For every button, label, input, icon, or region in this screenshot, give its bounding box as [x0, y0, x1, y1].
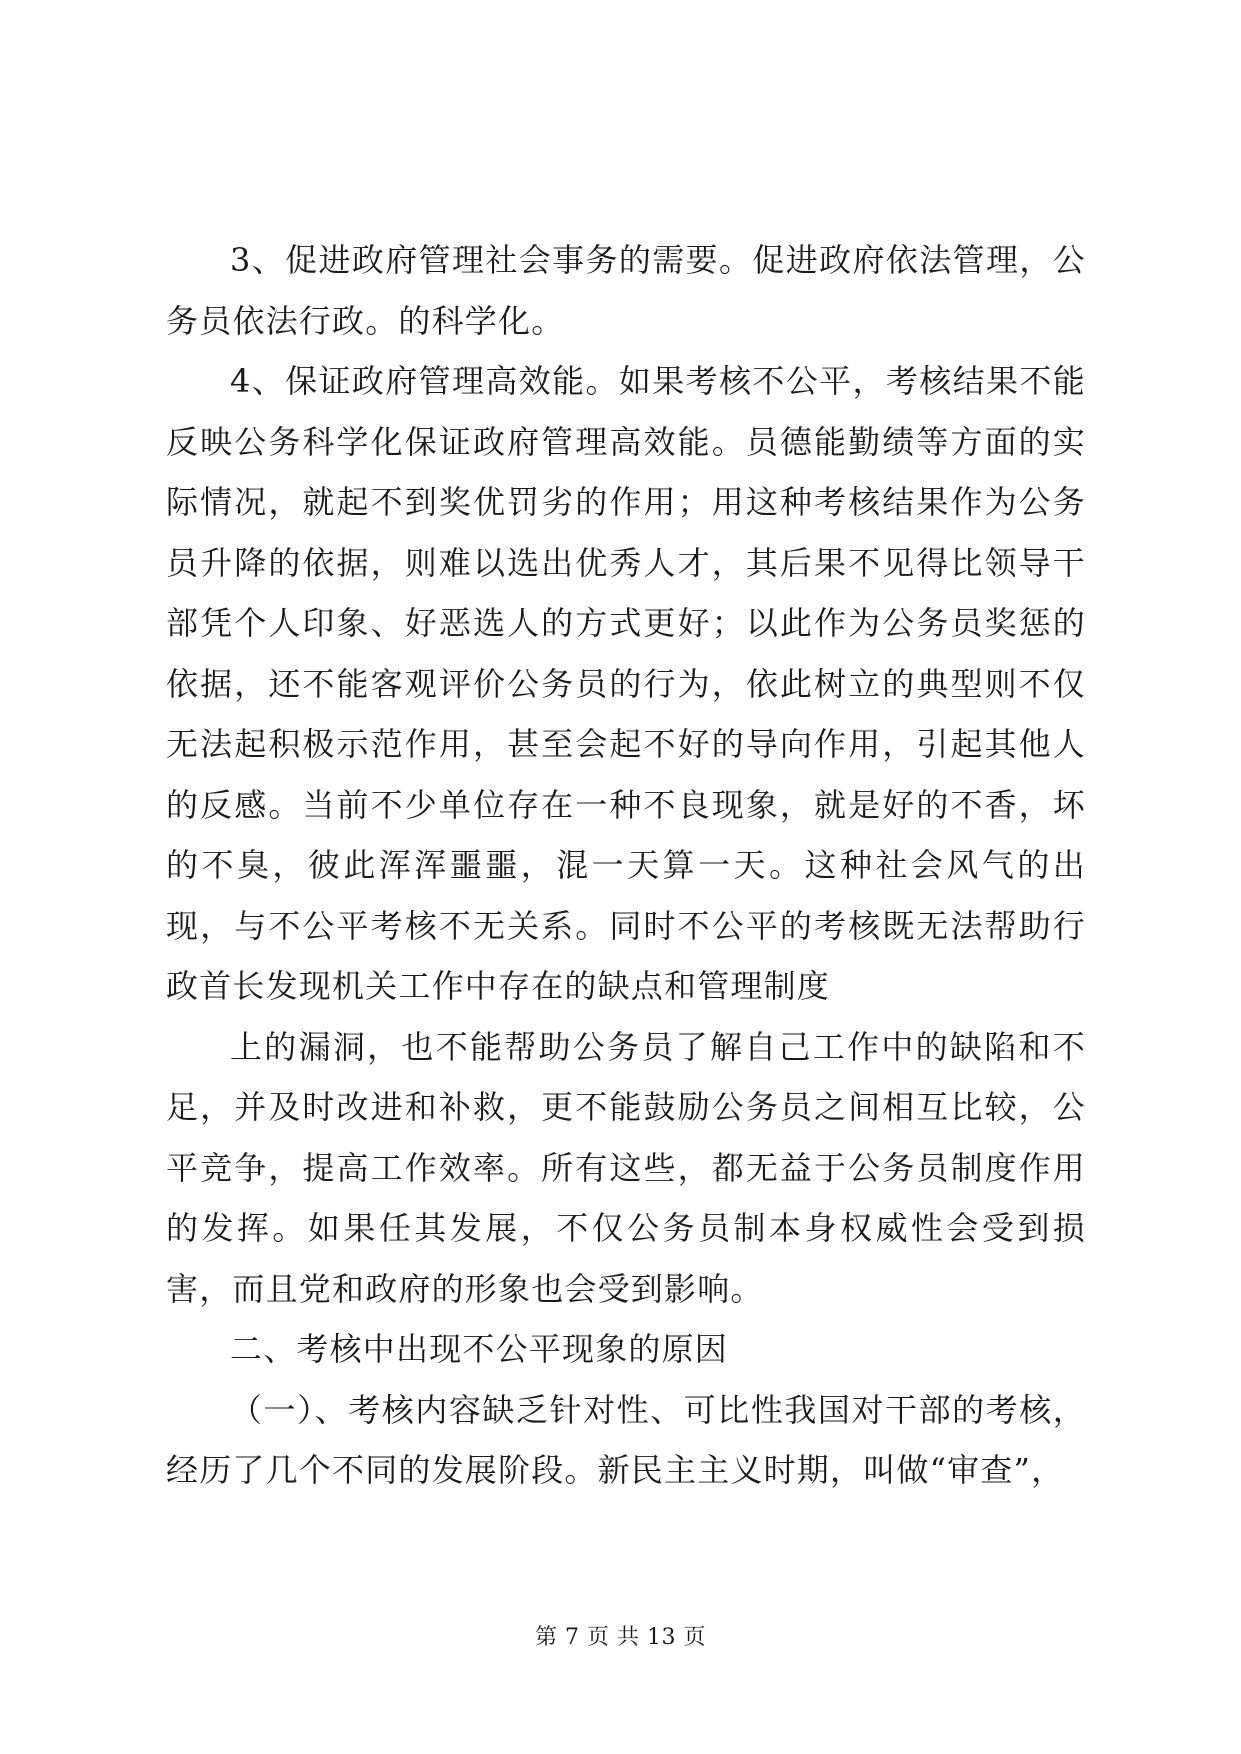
- page-footer: [0, 1620, 1241, 1651]
- paragraph-4: （一）、考核内容缺乏针对性、可比性我国对干部的考核，经历了几个不同的发展阶段。新民主主义时期，叫做“审查”，: [166, 1390, 1086, 1489]
- page-number: 第 7 页 共 13 页: [535, 1625, 706, 1650]
- paragraph-3: 上的漏洞，也不能帮助公务员了解自己工作中的缺陷和不足，并及时改进和补救，更不能鼓励公务员之间相互比较，公平竞争，提高工作效率。所有这些，都无益于公务员制度作用的发挥。如果任其发展，不仅公务员制本身权威性会受到损害，而且党和政府的形象也会受到影响。: [166, 1027, 1086, 1308]
- paragraph-2: 4、保证政府管理高效能。如果考核不公平，考核结果不能反映公务科学化保证政府管理高效能。员德能勤绩等方面的实际情况，就起不到奖优罚劣的作用；用这种考核结果作为公务员升降的依据，则难以选出优秀人才，其后果不见得比领导干部凭个人印象、好恶选人的方式更好；以此作为公务员奖惩的依据，还不能客观评价公务员的行为，依此树立的典型则不仅无法起积极示范作用，甚至会起不好的导向作用，引起其他人的反感。当前不少单位存在一种不良现象，就是好的不香，坏的不臭，彼此浑浑噩噩，混一天算一天。这种社会风气的出现，与不公平考核不无关系。同时不公平的考核既无法帮助行政首长发现机关工作中存在的缺点和管理制度: [166, 362, 1086, 1005]
- document-body: [166, 230, 1086, 1501]
- paragraph-1: 3、促进政府管理社会事务的需要。促进政府依法管理，公务员依法行政。的科学化。: [166, 241, 1086, 340]
- section-heading: 二、考核中出现不公平现象的原因: [230, 1330, 729, 1368]
